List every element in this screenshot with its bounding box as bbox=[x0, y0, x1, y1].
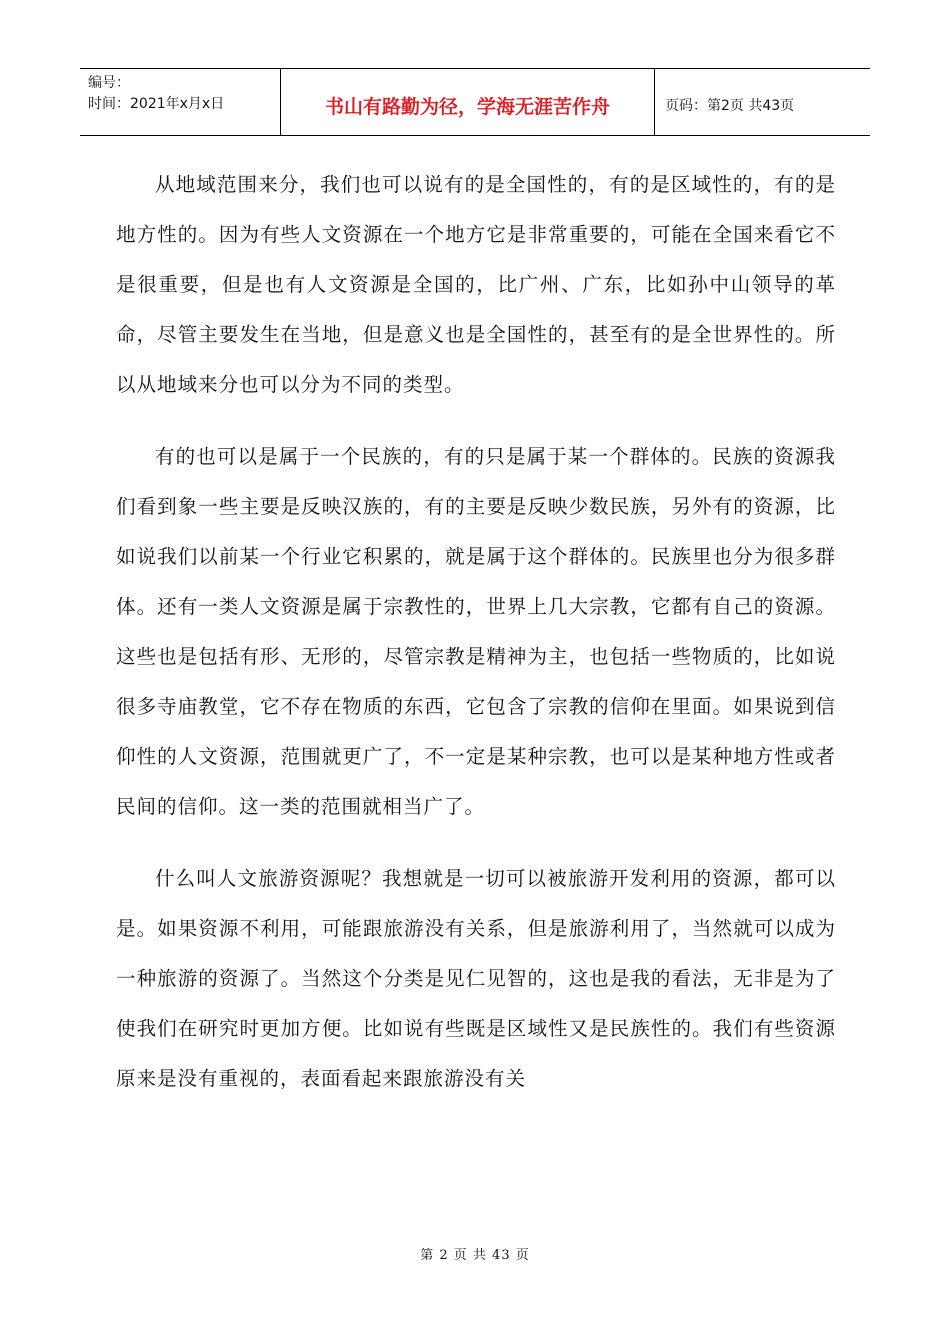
document-body bbox=[116, 160, 836, 1104]
body-paragraph: 什么叫人文旅游资源呢？我想就是一切可以被旅游开发利用的资源，都可以是。如果资源不利用，可能跟旅游没有关系，但是旅游利用了，当然就可以成为一种旅游的资源了。当然这个分类是见仁见智的，这也是我的看法，无非是为了使我们在研究时更加方便。比如说有些既是区域性又是民族性的。我们有些资源原来是没有重视的，表面看起来跟旅游没有关 bbox=[116, 867, 836, 1090]
body-paragraph: 从地域范围来分，我们也可以说有的是全国性的，有的是区域性的，有的是地方性的。因为有些人文资源在一个地方它是非常重要的，可能在全国来看它不是很重要，但是也有人文资源是全国的，比广州、广东，比如孙中山领导的革命，尽管主要发生在当地，但是意义也是全国性的，甚至有的是全世界性的。所以从地域来分也可以分为不同的类型。 bbox=[116, 173, 836, 396]
header-meta-cell bbox=[80, 69, 281, 135]
header-page-info: 页码：第2页 共43页 bbox=[665, 98, 795, 114]
document-date-label: 时间：2021年x月x日 bbox=[88, 96, 225, 112]
body-paragraph: 有的也可以是属于一个民族的，有的只是属于某一个群体的。民族的资源我们看到象一些主要是反映汉族的，有的主要是反映少数民族，另外有的资源，比如说我们以前某一个行业它积累的，就是属于这个群体的。民族里也分为很多群体。还有一类人文资源是属于宗教性的，世界上几大宗教，它都有自己的资源。这些也是包括有形、无形的，尽管宗教是精神为主，也包括一些物质的，比如说很多寺庙教堂，它不存在物质的东西，它包含了宗教的信仰在里面。如果说到信仰性的人文资源，范围就更广了，不一定是某种宗教，也可以是某种地方性或者民间的信仰。这一类的范围就相当广了。 bbox=[116, 445, 836, 818]
document-number-label: 编号： bbox=[88, 75, 130, 91]
page-footer: 第 2 页 共 43 页 bbox=[420, 1248, 530, 1263]
header-motto: 书山有路勤为径，学海无涯苦作舟 bbox=[281, 69, 655, 135]
document-header bbox=[80, 68, 870, 136]
